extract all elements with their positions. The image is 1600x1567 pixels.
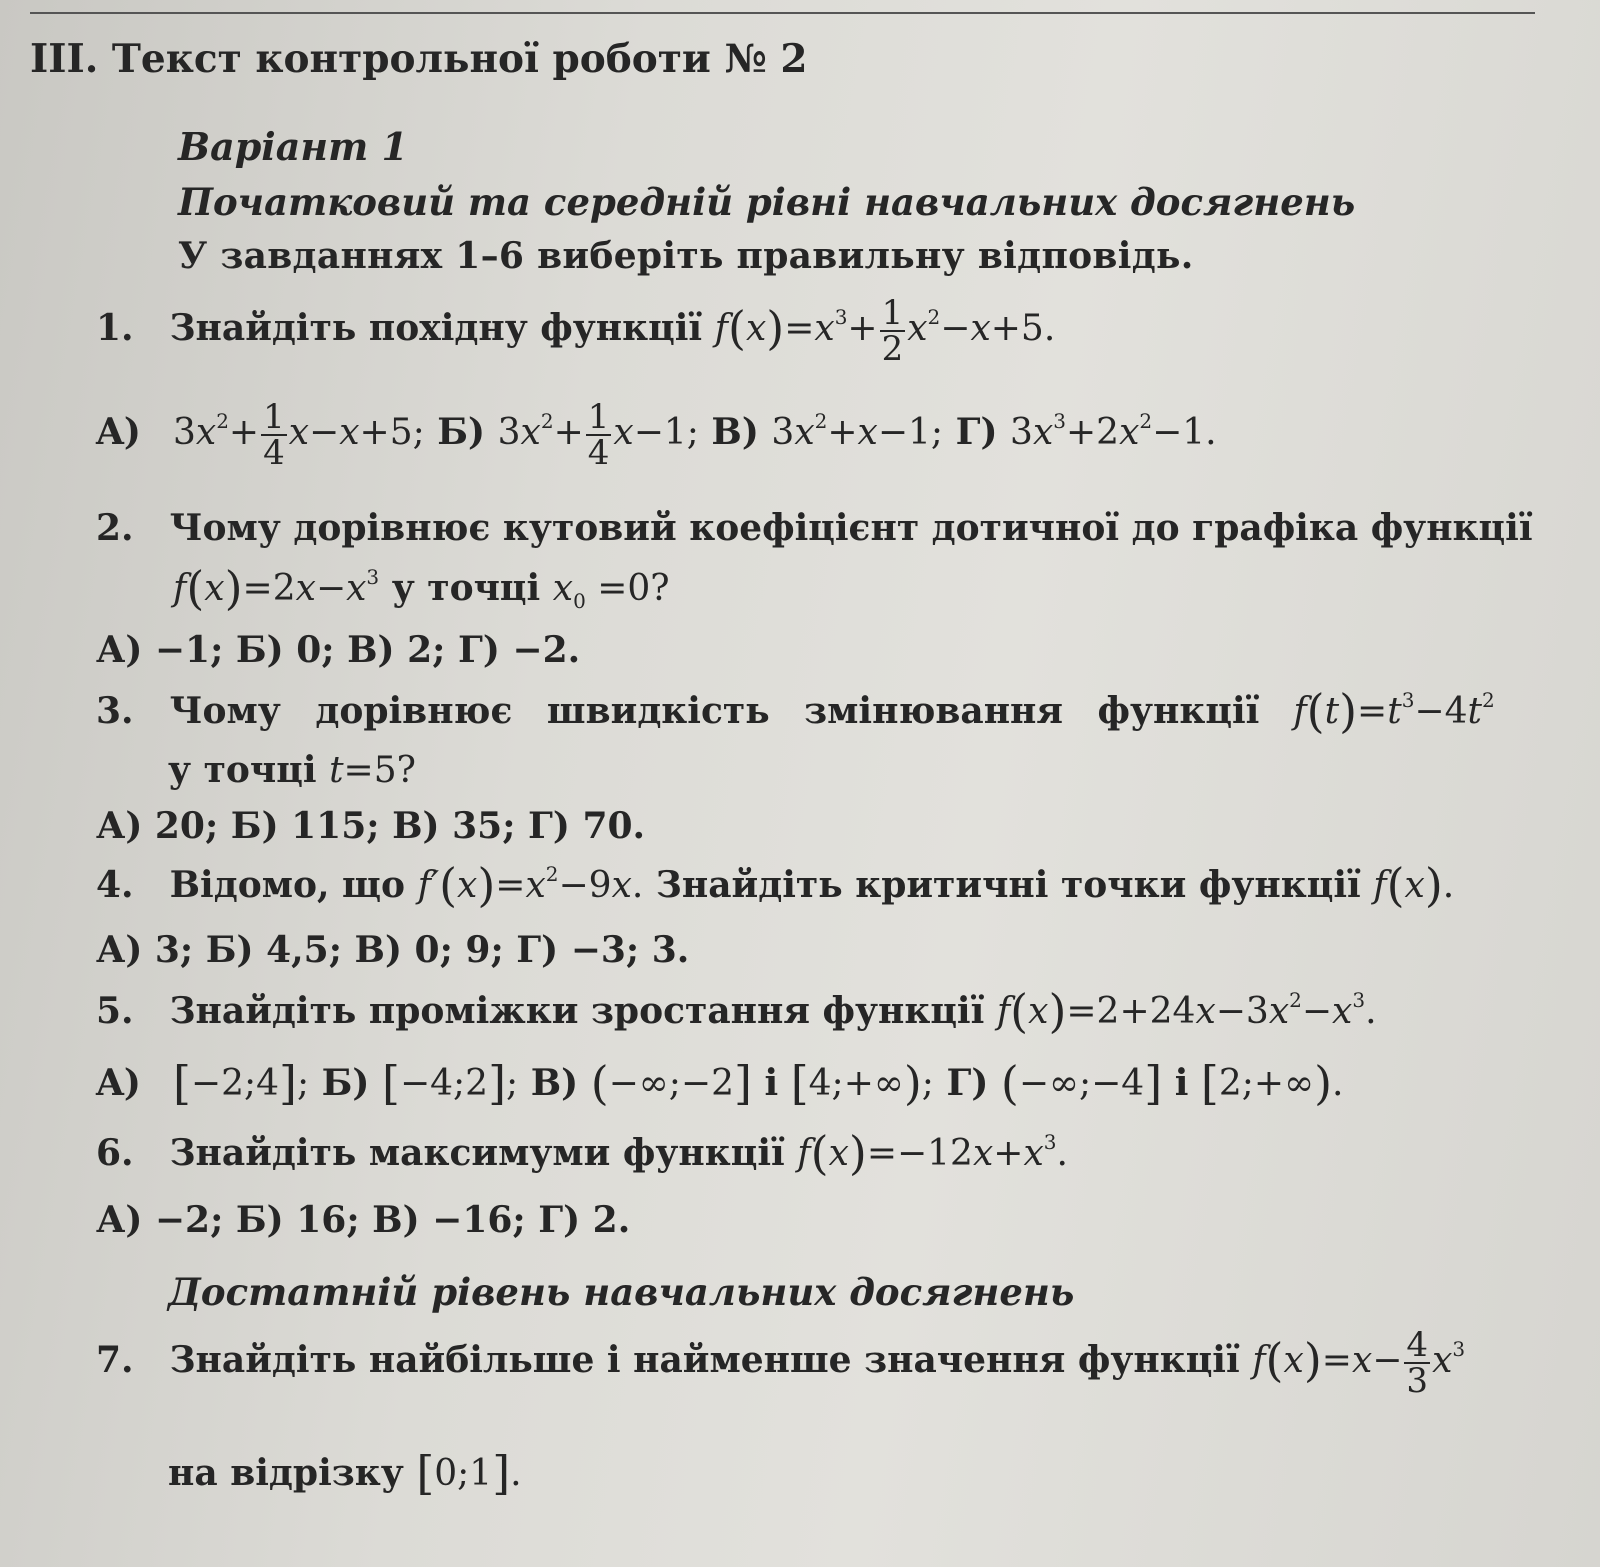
task-5: 5. Знайдіть проміжки зростання функції $f(x)=2+24x-3x^2-x^3$. <box>96 984 1377 1038</box>
task-2-formula: $f(x)=2x-x^3$ у точці $x_0 =0$? <box>173 561 670 615</box>
level-heading-sufficient: Достатній рівень навчальних досягнень <box>168 1270 1075 1314</box>
task-2-answers: А) −1; Б) 0; В) 2; Г) −2. <box>96 629 581 671</box>
task-3-cont: у точці t=5? <box>168 749 416 791</box>
task-7: 7. Знайдіть найбільше і найменше значення функції f(x)=x− $\frac{4}{3}$ $x^3$ <box>96 1325 1466 1401</box>
task-1-answers: A) $3x^2+$ $\frac{1}{4}$ x−x+5; Б) $3x^2+$ $\frac{1}{4}$ x−1; В) $3x^2+x-1$; Г) $3x^3+2x^2-1$. <box>96 397 1217 473</box>
task-7-cont: на відрізку [0;1]. <box>168 1446 522 1500</box>
task-5-answers: A) [−2;4]; Б) [−4;2]; В) (−∞;−2] і [4;+∞); Г) (−∞;−4] і [2;+∞). <box>96 1056 1344 1110</box>
instructions: У завданнях 1–6 виберіть правильну відповідь. <box>178 235 1194 277</box>
variant-heading: Варіант 1 <box>178 124 408 169</box>
task-2: 2. Чому дорівнює кутовий коефіцієнт дотичної до графіка функції <box>96 507 1533 549</box>
task-3-answers: А) 20; Б) 115; В) 35; Г) 70. <box>96 805 646 847</box>
task-6-answers: А) −2; Б) 16; В) −16; Г) 2. <box>96 1199 631 1241</box>
task-6: 6. Знайдіть максимуми функції $f(x)=-12x+x^3$. <box>96 1126 1068 1180</box>
top-rule <box>30 12 1535 14</box>
task-4-answers: А) 3; Б) 4,5; В) 0; 9; Г) −3; 3. <box>96 929 690 971</box>
task-3: 3. Чому дорівнює швидкість змінювання функції $f(t)=t^3-4t^2$ <box>96 684 1495 738</box>
section-title: III. Текст контрольної роботи № 2 <box>30 36 808 82</box>
task-4: 4. Відомо, що $f'(x)=x^2-9x$. Знайдіть критичні точки функції f(x). <box>96 858 1455 912</box>
task-1: 1. Знайдіть похідну функції $f(x)=x^3+$ $\frac{1}{2}$ $x^2-x+5$. <box>96 293 1056 369</box>
level-heading-initial: Початковий та середній рівні навчальних досягнень <box>178 180 1356 224</box>
